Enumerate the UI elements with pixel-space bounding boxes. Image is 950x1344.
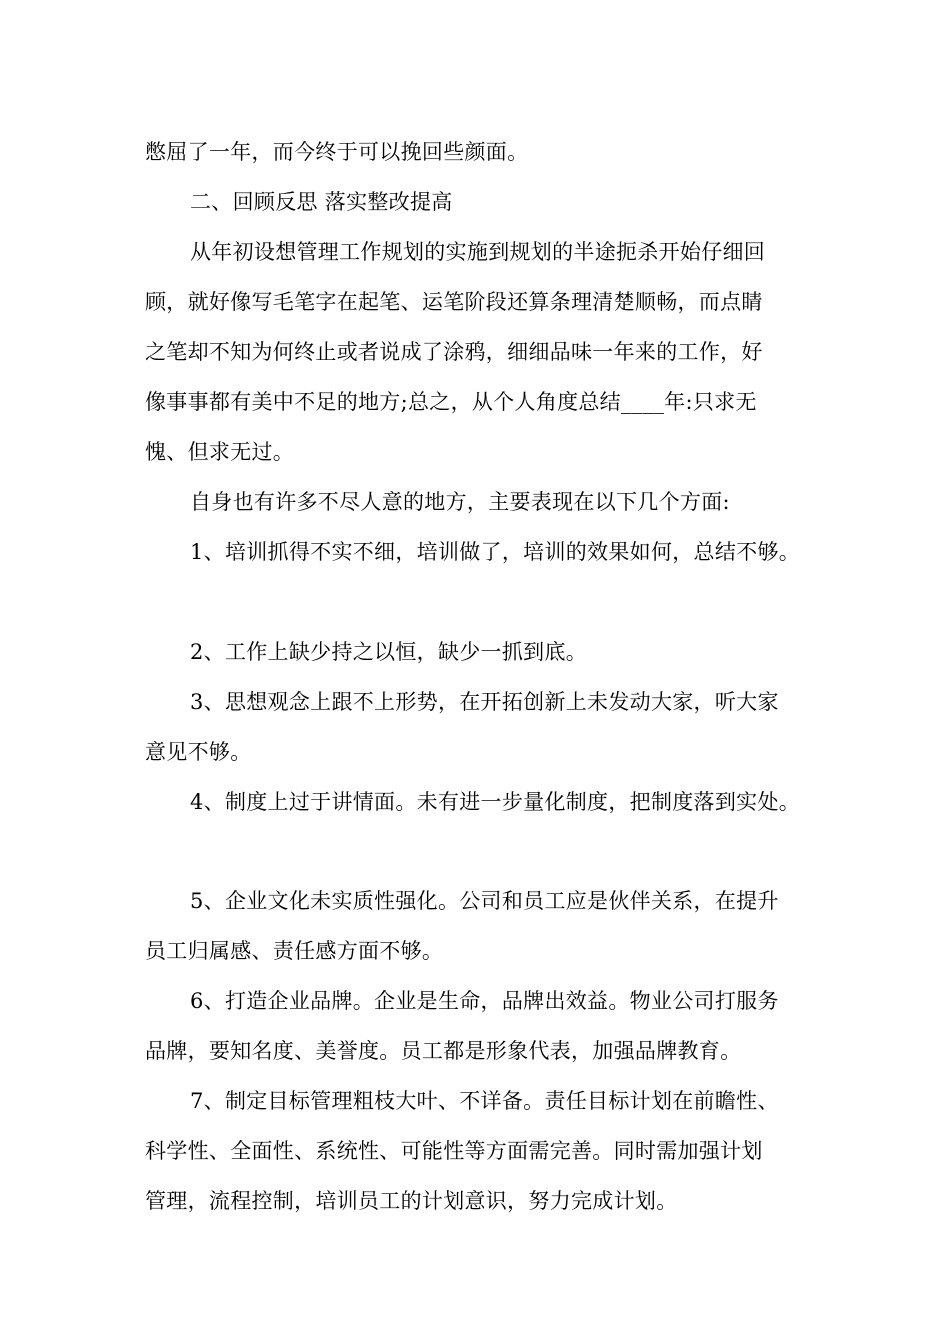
list-item-continuation: 意见不够。 bbox=[145, 740, 252, 764]
list-item-continuation: 科学性、全面性、系统性、可能性等方面需完善。同时需加强计划 bbox=[145, 1139, 763, 1163]
list-item-continuation: 管理，流程控制，培训员工的计划意识，努力完成计划。 bbox=[145, 1189, 678, 1213]
list-item: 7、制定目标管理粗枝大叶、不详备。责任目标计划在前瞻性、 bbox=[190, 1089, 779, 1113]
paragraph-line: 憋屈了一年，而今终于可以挽回些颜面。 bbox=[145, 140, 529, 164]
paragraph-line: 顾，就好像写毛笔字在起笔、运笔阶段还算条理清楚顺畅，而点睛 bbox=[145, 290, 763, 314]
list-item: 2、工作上缺少持之以恒，缺少一抓到底。 bbox=[190, 640, 588, 664]
list-item: 5、企业文化未实质性强化。公司和员工应是伙伴关系，在提升 bbox=[190, 889, 779, 913]
section-heading: 二、回顾反思 落实整改提高 bbox=[190, 190, 453, 214]
paragraph-line: 之笔却不知为何终止或者说成了涂鸦，细细品味一年来的工作，好 bbox=[145, 340, 763, 364]
paragraph-line: 愧、但求无过。 bbox=[145, 440, 295, 464]
list-item: 3、思想观念上跟不上形势，在开拓创新上未发动大家，听大家 bbox=[190, 690, 779, 714]
paragraph-line: 从年初设想管理工作规划的实施到规划的半途扼杀开始仔细回 bbox=[190, 240, 766, 264]
paragraph-line: 像事事都有美中不足的地方;总之，从个人角度总结____年:只求无 bbox=[145, 390, 757, 414]
paragraph-line: 自身也有许多不尽人意的地方，主要表现在以下几个方面: bbox=[190, 490, 730, 514]
list-item-continuation: 员工归属感、责任感方面不够。 bbox=[145, 939, 444, 963]
list-item-continuation: 品牌，要知名度、美誉度。员工都是形象代表，加强品牌教育。 bbox=[145, 1039, 742, 1063]
list-item: 6、打造企业品牌。企业是生命，品牌出效益。物业公司打服务 bbox=[190, 989, 779, 1013]
list-item: 4、制度上过于讲情面。未有进一步量化制度，把制度落到实处。 bbox=[190, 790, 801, 814]
list-item: 1、培训抓得不实不细，培训做了，培训的效果如何，总结不够。 bbox=[190, 540, 801, 564]
